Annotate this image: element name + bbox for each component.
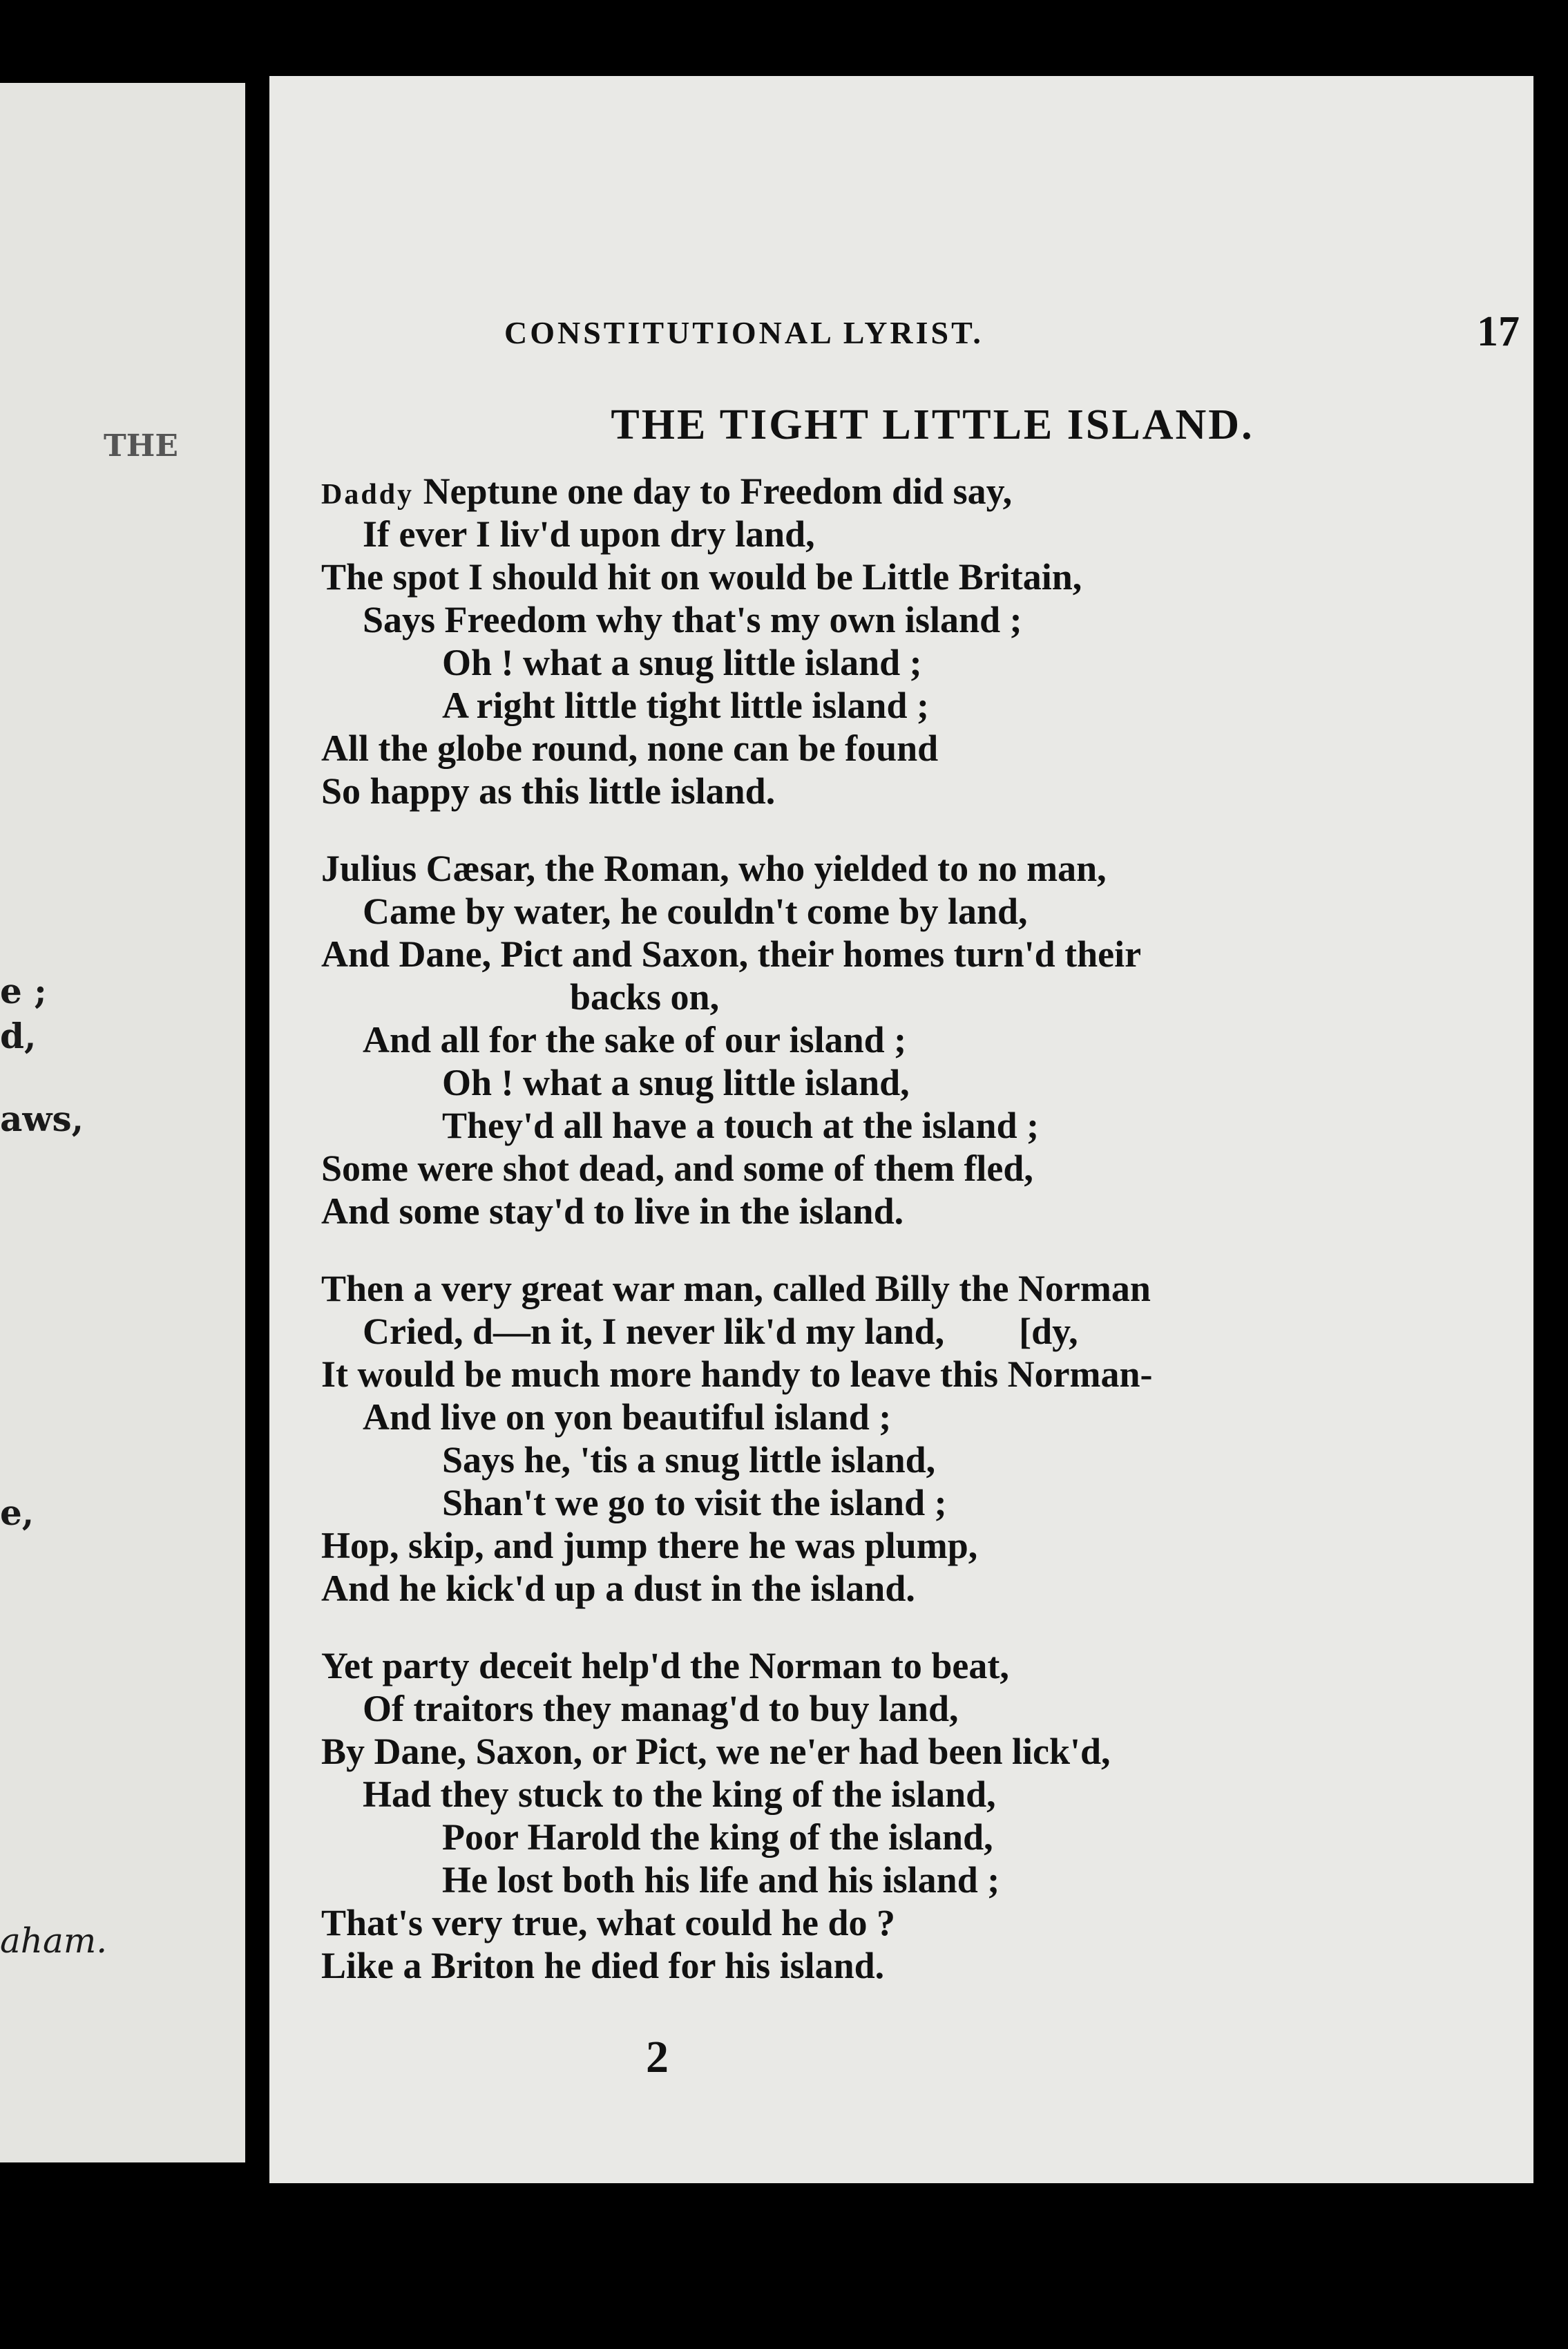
book-page	[269, 76, 1533, 2183]
signature-mark: 2	[646, 2032, 669, 2082]
margin-fragment: d,	[0, 1016, 37, 1056]
running-title: CONSTITUTIONAL LYRIST.	[504, 315, 984, 350]
stanza	[321, 1267, 1523, 1610]
verse-line: Like a Briton he died for his island.	[321, 1945, 885, 1986]
margin-fragment: THE	[104, 428, 178, 464]
verse-line: Had they stuck to the king of the island,	[363, 1773, 996, 1815]
verse-line: By Dane, Saxon, or Pict, we ne'er had been lick'd,	[321, 1731, 1111, 1772]
verse-line: A right little tight little island ;	[442, 685, 929, 726]
poem-body	[321, 470, 1523, 2022]
verse-line: He lost both his life and his island ;	[442, 1859, 1000, 1901]
verse-line: Came by water, he couldn't come by land,	[363, 891, 1028, 932]
verse-line: They'd all have a touch at the island ;	[442, 1105, 1040, 1146]
verse-line: Says he, 'tis a snug little island,	[442, 1439, 936, 1481]
verse-line: Oh ! what a snug little island,	[442, 1062, 910, 1103]
verse-line: Julius Cæsar, the Roman, who yielded to no man,	[321, 848, 1107, 889]
verse-line: Oh ! what a snug little island ;	[442, 642, 922, 683]
stanza	[321, 1644, 1523, 1987]
drop-word: Daddy	[321, 479, 414, 511]
verse-line: Cried, d—n it, I never lik'd my land, [dy,	[363, 1311, 1078, 1352]
stanza	[321, 470, 1523, 812]
verse-line: And some stay'd to live in the island.	[321, 1190, 904, 1232]
verse-line: Of traitors they manag'd to buy land,	[363, 1688, 959, 1729]
margin-fragment: aws,	[0, 1099, 84, 1139]
verse-line: Shan't we go to visit the island ;	[442, 1482, 947, 1523]
verse-line: All the globe round, none can be found	[321, 727, 939, 769]
verse-line	[321, 470, 1523, 513]
verse-line: That's very true, what could he do ?	[321, 1902, 896, 1943]
verse-line: And he kick'd up a dust in the island.	[321, 1568, 915, 1609]
running-head	[504, 307, 1520, 363]
verse-line: Then a very great war man, called Billy the Norman	[321, 1268, 1151, 1309]
verse-line: And all for the sake of our island ;	[363, 1019, 907, 1061]
verse-line: Hop, skip, and jump there he was plump,	[321, 1525, 978, 1566]
verse-line: The spot I should hit on would be Little Britain,	[321, 556, 1082, 598]
stanza	[321, 847, 1523, 1233]
verse-line: Says Freedom why that's my own island ;	[363, 599, 1022, 640]
verse-line: It would be much more handy to leave this Norman-	[321, 1353, 1153, 1395]
page-number: 17	[1477, 308, 1520, 355]
verse-line: Poor Harold the king of the island,	[442, 1816, 993, 1858]
verse-line: And live on yon beautiful island ;	[363, 1396, 892, 1438]
book-gutter	[245, 0, 266, 2349]
poem-title: THE TIGHT LITTLE ISLAND.	[611, 401, 1254, 448]
verse-line: Some were shot dead, and some of them fled,	[321, 1148, 1033, 1189]
verse-line: If ever I liv'd upon dry land,	[363, 513, 815, 555]
verse-line: And Dane, Pict and Saxon, their homes turn'd their	[321, 933, 1142, 975]
verse-line: Yet party deceit help'd the Norman to beat,	[321, 1645, 1009, 1686]
verse-line: So happy as this little island.	[321, 770, 776, 812]
margin-fragment: e,	[0, 1492, 35, 1533]
verse-text: Neptune one day to Freedom did say,	[414, 470, 1013, 512]
margin-fragment: e ;	[0, 971, 47, 1011]
margin-fragment: aham.	[0, 1921, 108, 1961]
facing-page-edge	[0, 83, 245, 2162]
verse-line: backs on,	[570, 976, 720, 1018]
